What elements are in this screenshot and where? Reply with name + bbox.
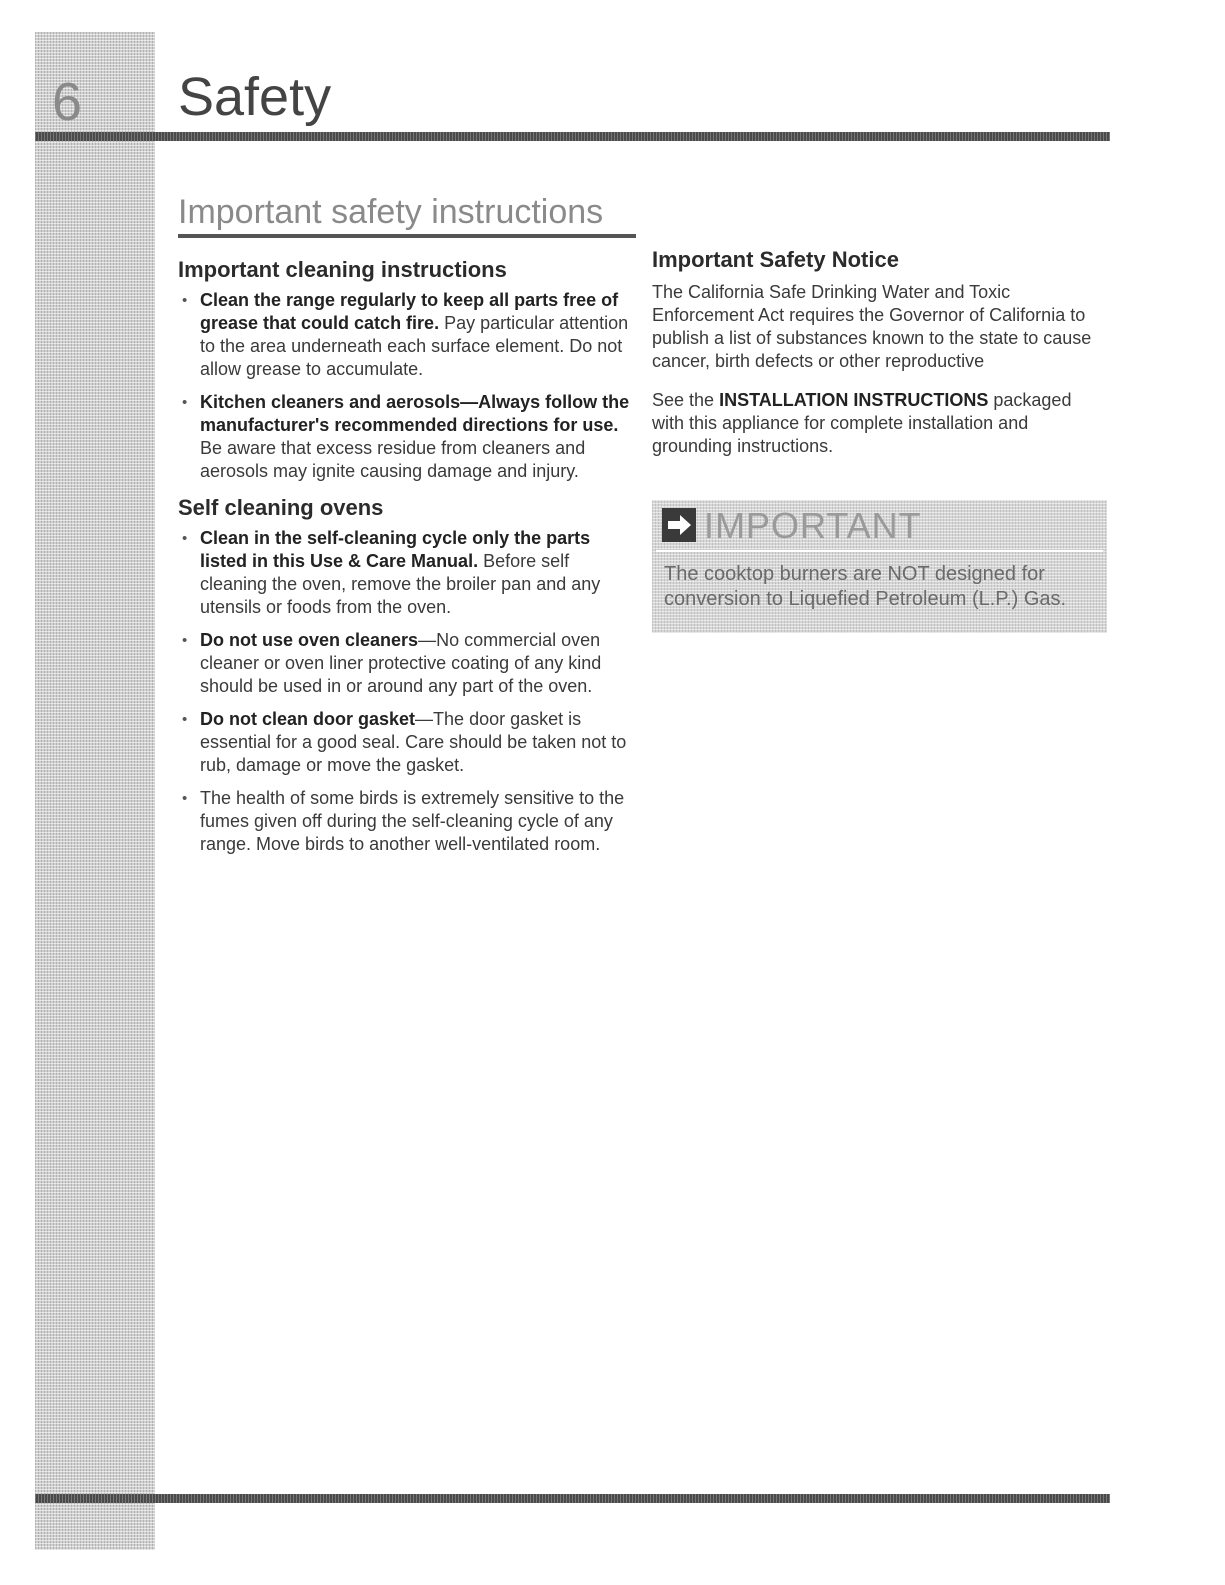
notice-heading: Important Safety Notice xyxy=(652,247,899,272)
self-cleaning-list xyxy=(178,527,638,856)
left-column xyxy=(178,255,638,866)
side-band xyxy=(35,32,155,1550)
important-text: The cooktop burners are NOT designed for conversion to Liquefied Petroleum (L.P.) Gas. xyxy=(664,563,1067,610)
item-text: Be aware that excess residue from cleaners and aerosols may ignite causing damage and injury. xyxy=(200,438,586,481)
item-text: —The door gasket is essential for a good seal. Care should be taken not to rub, damage or move the gasket. xyxy=(200,709,627,775)
cleaning-heading: Important cleaning instructions xyxy=(178,257,507,282)
page-number: 6 xyxy=(52,72,83,132)
cleaning-list xyxy=(178,289,638,483)
bottom-rule xyxy=(35,1494,1110,1503)
list-item xyxy=(178,391,638,483)
list-item xyxy=(178,629,638,698)
important-box xyxy=(652,500,1107,633)
right-column xyxy=(652,245,1107,458)
install-suffix: packaged with this appliance for complete installation and grounding instructions. xyxy=(652,390,1072,456)
install-note xyxy=(652,389,1107,458)
top-rule xyxy=(35,132,1110,141)
item-text: —No commercial oven cleaner or oven liner protective coating of any kind should be used in or around any part of the oven. xyxy=(200,630,602,696)
self-cleaning-heading: Self cleaning ovens xyxy=(178,495,384,520)
item-bold: Do not clean door gasket xyxy=(200,709,416,729)
install-bold: INSTALLATION INSTRUCTIONS xyxy=(719,390,989,410)
section-rule xyxy=(178,234,636,238)
list-item xyxy=(178,289,638,381)
item-bold: Kitchen cleaners and aerosols—Always follow the manufacturer's recommended directions for use. xyxy=(200,392,630,435)
item-bold: Do not use oven cleaners xyxy=(200,630,419,650)
item-text: Before self cleaning the oven, remove the broiler pan and any utensils or foods from the oven. xyxy=(200,551,601,617)
important-divider xyxy=(656,550,1103,552)
important-heading: IMPORTANT xyxy=(704,505,922,546)
arrow-right-icon-svg xyxy=(662,508,696,542)
item-bold: Clean in the self-cleaning cycle only the parts listed in this Use & Care Manual. xyxy=(200,528,591,571)
list-item xyxy=(178,787,638,856)
section-title: Important safety instructions xyxy=(178,193,604,231)
page-title: Safety xyxy=(178,67,332,127)
item-bold: Clean the range regularly to keep all parts free of grease that could catch fire. xyxy=(200,290,619,333)
arrow-right-icon xyxy=(662,508,696,542)
item-text: Pay particular attention to the area underneath each surface element. Do not allow grease to accumulate. xyxy=(200,313,629,379)
list-item xyxy=(178,527,638,619)
list-item xyxy=(178,708,638,777)
install-prefix: See the xyxy=(652,390,720,410)
notice-body: The California Safe Drinking Water and Toxic Enforcement Act requires the Governor of California to publish a list of substances known to the state to cause cancer, birth defects or other reproductive xyxy=(652,282,1092,371)
item-text: The health of some birds is extremely sensitive to the fumes given off during the self-cleaning cycle of any range. Move birds to another well-ventilated room. xyxy=(200,788,625,854)
